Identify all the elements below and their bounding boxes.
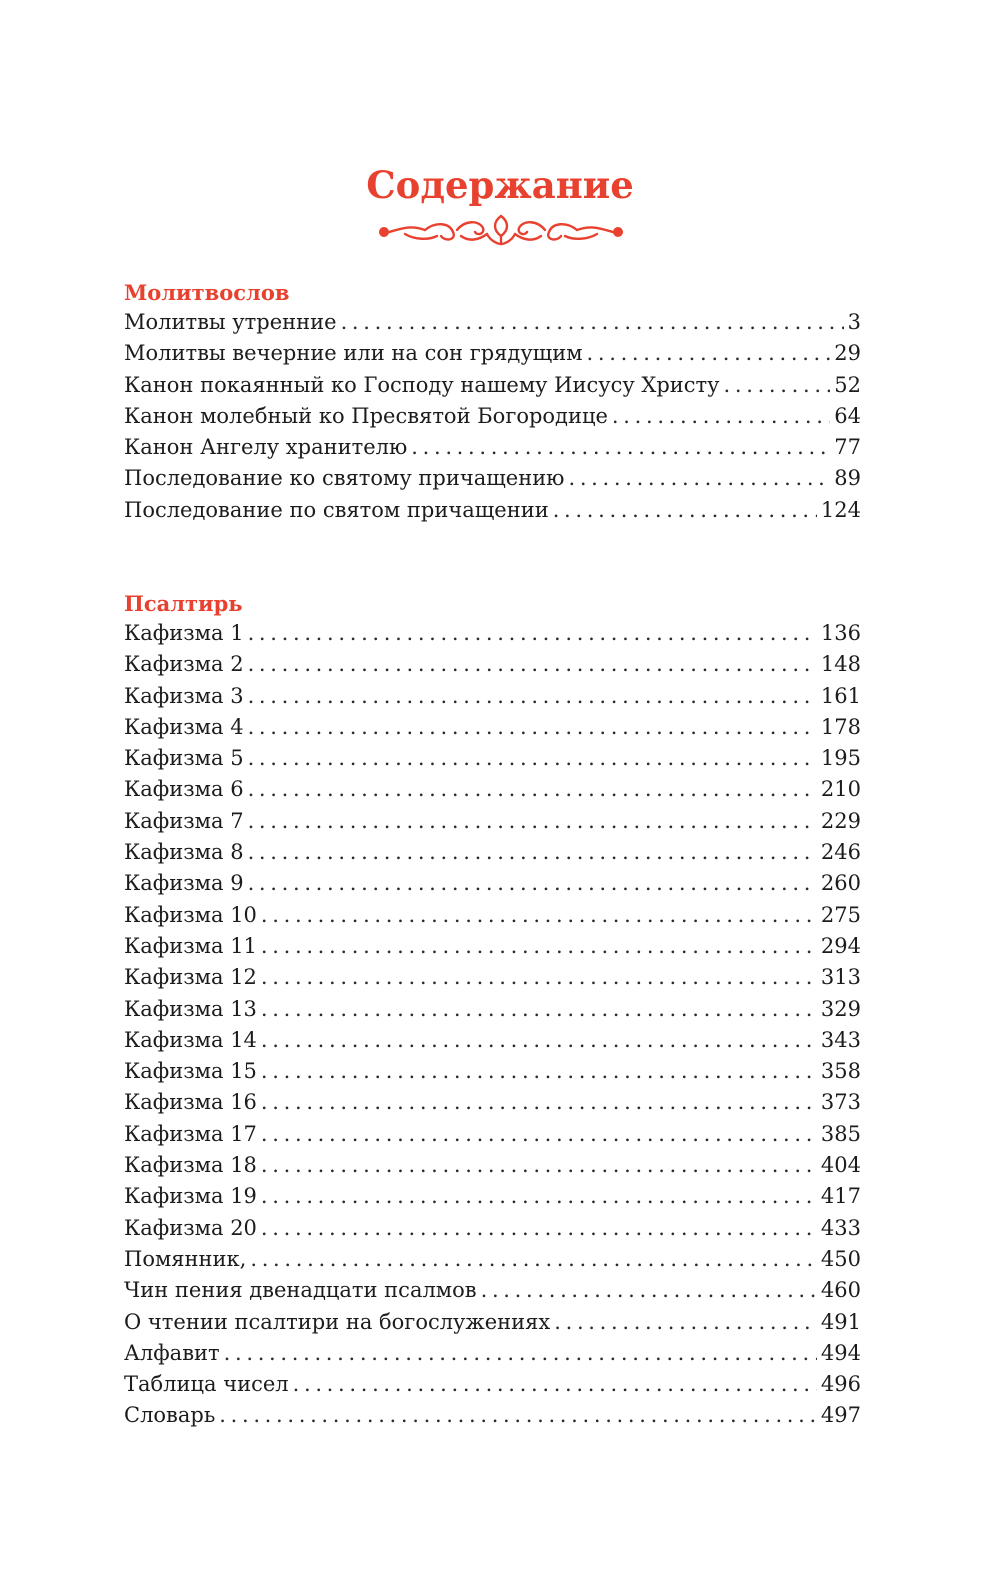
toc-entry-title: Молитвы утренние bbox=[124, 310, 337, 334]
toc-page-number: 195 bbox=[820, 746, 861, 771]
toc-entry bbox=[124, 1181, 861, 1212]
toc-page-number: 77 bbox=[834, 435, 861, 460]
toc-entry bbox=[124, 931, 861, 962]
toc-page-number: 450 bbox=[820, 1246, 861, 1271]
toc-dot-leader bbox=[248, 743, 817, 774]
toc-entry-title: Последование ко святому причащению bbox=[124, 466, 565, 491]
toc-entry bbox=[124, 649, 861, 680]
toc-entry bbox=[124, 1307, 861, 1338]
toc-page-number: 385 bbox=[820, 1121, 861, 1146]
page-title: Содержание bbox=[366, 162, 634, 207]
toc-page-number: 497 bbox=[820, 1403, 861, 1428]
toc-dot-leader bbox=[568, 463, 830, 494]
toc-page-number: 210 bbox=[820, 777, 861, 802]
toc-entry bbox=[124, 743, 861, 774]
toc-entry-title: Кафизма 14 bbox=[124, 1027, 257, 1052]
toc-entry bbox=[124, 1056, 861, 1087]
toc-dot-leader bbox=[341, 307, 844, 338]
toc-entry-title: Кафизма 20 bbox=[124, 1215, 257, 1240]
toc-dot-leader bbox=[261, 900, 817, 931]
toc-dot-leader bbox=[248, 806, 817, 837]
toc-page-number: 358 bbox=[820, 1059, 861, 1084]
section-heading: Псалтирь bbox=[124, 591, 243, 616]
toc-dot-leader bbox=[261, 1119, 817, 1150]
toc-dot-leader bbox=[250, 1244, 817, 1275]
toc-list bbox=[124, 618, 861, 1432]
toc-entry-title: Кафизма 11 bbox=[124, 933, 257, 958]
toc-page-number: 373 bbox=[820, 1090, 861, 1115]
toc-entry bbox=[124, 837, 861, 868]
toc-dot-leader bbox=[261, 1087, 817, 1118]
ornament-right-tail bbox=[515, 234, 541, 240]
toc-entry bbox=[124, 463, 861, 494]
toc-dot-leader bbox=[248, 837, 817, 868]
toc-entry bbox=[124, 432, 861, 463]
toc-entry-title: Кафизма 1 bbox=[124, 621, 244, 645]
toc-page-number: 260 bbox=[820, 871, 861, 896]
toc-entry-title: Канон Ангелу хранителю bbox=[124, 435, 408, 460]
toc-entry bbox=[124, 1150, 861, 1181]
toc-page-number: 3 bbox=[847, 310, 861, 334]
toc-dot-leader bbox=[261, 1056, 817, 1087]
toc-entry-title: Кафизма 17 bbox=[124, 1121, 257, 1146]
toc-entry bbox=[124, 495, 861, 526]
toc-entry bbox=[124, 1119, 861, 1150]
toc-page-number: 496 bbox=[820, 1372, 861, 1397]
toc-dot-leader bbox=[261, 962, 817, 993]
section-heading: Молитвослов bbox=[124, 280, 290, 305]
toc-dot-leader bbox=[411, 432, 830, 463]
ornament-left-under bbox=[405, 234, 437, 239]
toc-dot-leader bbox=[248, 618, 817, 649]
toc-entry bbox=[124, 1087, 861, 1118]
toc-entry-title: Кафизма 10 bbox=[124, 902, 257, 927]
toc-dot-leader bbox=[261, 1025, 817, 1056]
toc-entry bbox=[124, 1244, 861, 1275]
toc-section-psaltir bbox=[124, 589, 861, 1432]
toc-entry-title: Чин пения двенадцати псалмов bbox=[124, 1278, 477, 1303]
toc-dot-leader bbox=[293, 1369, 817, 1400]
toc-dot-leader bbox=[248, 712, 817, 743]
toc-page-number: 313 bbox=[820, 965, 861, 990]
toc-dot-leader bbox=[481, 1275, 817, 1306]
ornament-strokes bbox=[379, 216, 623, 244]
toc-entry bbox=[124, 370, 861, 401]
toc-dot-leader bbox=[248, 649, 817, 680]
toc-page-number: 229 bbox=[820, 808, 861, 833]
toc-entry-title: Словарь bbox=[124, 1403, 216, 1428]
toc-entry-title: Алфавит bbox=[124, 1340, 220, 1365]
toc-dot-leader bbox=[261, 1150, 817, 1181]
toc-entry bbox=[124, 338, 861, 369]
toc-dot-leader bbox=[553, 495, 817, 526]
toc-page-number: 294 bbox=[820, 933, 861, 958]
toc-dot-leader bbox=[261, 1181, 817, 1212]
toc-entry bbox=[124, 806, 861, 837]
toc-entry bbox=[124, 618, 861, 649]
toc-entry-title: Помянник, bbox=[124, 1246, 247, 1271]
toc-entry-title: Канон покаянный ко Господу нашему Иисусу Христу bbox=[124, 372, 720, 397]
toc-dot-leader bbox=[261, 931, 817, 962]
toc-page-number: 494 bbox=[820, 1340, 861, 1365]
toc-page-number: 433 bbox=[820, 1215, 861, 1240]
toc-page-number: 124 bbox=[820, 497, 861, 522]
toc-page-number: 246 bbox=[820, 840, 861, 865]
toc-page-number: 404 bbox=[820, 1153, 861, 1178]
toc-entry-title: Кафизма 16 bbox=[124, 1090, 257, 1115]
toc-page-number: 161 bbox=[820, 683, 861, 708]
toc-entry-title: Кафизма 19 bbox=[124, 1184, 257, 1209]
ornament-right-under bbox=[565, 234, 597, 239]
toc-page-number: 417 bbox=[820, 1184, 861, 1209]
toc-page-number: 136 bbox=[820, 621, 861, 645]
toc-page-number: 89 bbox=[834, 466, 861, 491]
toc-entry-title: Канон молебный ко Пресвятой Богородице bbox=[124, 403, 608, 428]
ornament-right-scroll bbox=[519, 222, 545, 234]
toc-entry-title: Кафизма 13 bbox=[124, 996, 257, 1021]
toc-dot-leader bbox=[248, 868, 817, 899]
toc-page-number: 343 bbox=[820, 1027, 861, 1052]
ornament-left-tail bbox=[461, 234, 487, 240]
toc-entry bbox=[124, 900, 861, 931]
red-flourish-ornament-icon bbox=[375, 212, 627, 248]
toc-entry-title: Кафизма 15 bbox=[124, 1059, 257, 1084]
toc-page-number: 460 bbox=[820, 1278, 861, 1303]
toc-page-number: 64 bbox=[834, 403, 861, 428]
toc-page-number: 329 bbox=[820, 996, 861, 1021]
toc-entry bbox=[124, 1400, 861, 1431]
toc-entry-title: Кафизма 7 bbox=[124, 808, 244, 833]
toc-dot-leader bbox=[261, 994, 817, 1025]
toc-entry-title: Кафизма 12 bbox=[124, 965, 257, 990]
toc-page-number: 491 bbox=[820, 1309, 861, 1334]
toc-entry bbox=[124, 994, 861, 1025]
toc-entry bbox=[124, 712, 861, 743]
toc-entry bbox=[124, 868, 861, 899]
toc-dot-leader bbox=[248, 774, 817, 805]
toc-entry bbox=[124, 1213, 861, 1244]
toc-page-number: 178 bbox=[820, 714, 861, 739]
toc-page-number: 275 bbox=[820, 902, 861, 927]
toc-entry-title: Кафизма 2 bbox=[124, 652, 244, 677]
ornament-left-line bbox=[389, 227, 425, 232]
toc-dot-leader bbox=[612, 401, 830, 432]
toc-page-number: 52 bbox=[834, 372, 861, 397]
toc-entry bbox=[124, 774, 861, 805]
toc-dot-leader bbox=[554, 1307, 817, 1338]
toc-entry bbox=[124, 681, 861, 712]
toc-entry-title: Кафизма 5 bbox=[124, 746, 244, 771]
toc-list bbox=[124, 307, 861, 526]
toc-entry-title: Последование по святом причащении bbox=[124, 497, 549, 522]
ornament-left-scroll bbox=[457, 222, 483, 234]
toc-dot-leader bbox=[224, 1338, 817, 1369]
toc-entry bbox=[124, 307, 861, 338]
ornament-right-line bbox=[577, 227, 613, 232]
toc-entry bbox=[124, 1338, 861, 1369]
toc-entry bbox=[124, 1025, 861, 1056]
toc-entry-title: Кафизма 3 bbox=[124, 683, 244, 708]
toc-entry bbox=[124, 1369, 861, 1400]
toc-entry-title: Кафизма 9 bbox=[124, 871, 244, 896]
toc-dot-leader bbox=[587, 338, 831, 369]
ornament-center-leaf bbox=[495, 216, 507, 236]
toc-entry-title: Кафизма 6 bbox=[124, 777, 244, 802]
toc-entry-title: Кафизма 8 bbox=[124, 840, 244, 865]
toc-page-number: 148 bbox=[820, 652, 861, 677]
toc-entry-title: Таблица чисел bbox=[124, 1372, 289, 1397]
toc-section-molitvoslov bbox=[124, 278, 861, 526]
toc-entry-title: О чтении псалтири на богослужениях bbox=[124, 1309, 551, 1334]
toc-dot-leader bbox=[724, 370, 831, 401]
toc-entry bbox=[124, 401, 861, 432]
toc-entry-title: Молитвы вечерние или на сон грядущим bbox=[124, 341, 583, 366]
toc-dot-leader bbox=[261, 1213, 817, 1244]
toc-entry-title: Кафизма 4 bbox=[124, 714, 244, 739]
toc-dot-leader bbox=[219, 1400, 817, 1431]
toc-entry bbox=[124, 962, 861, 993]
ornament-left-dot bbox=[379, 227, 389, 237]
toc-entry bbox=[124, 1275, 861, 1306]
toc-entry-title: Кафизма 18 bbox=[124, 1153, 257, 1178]
ornament-right-dot bbox=[613, 227, 623, 237]
toc-page-number: 29 bbox=[834, 341, 861, 366]
toc-dot-leader bbox=[248, 681, 817, 712]
